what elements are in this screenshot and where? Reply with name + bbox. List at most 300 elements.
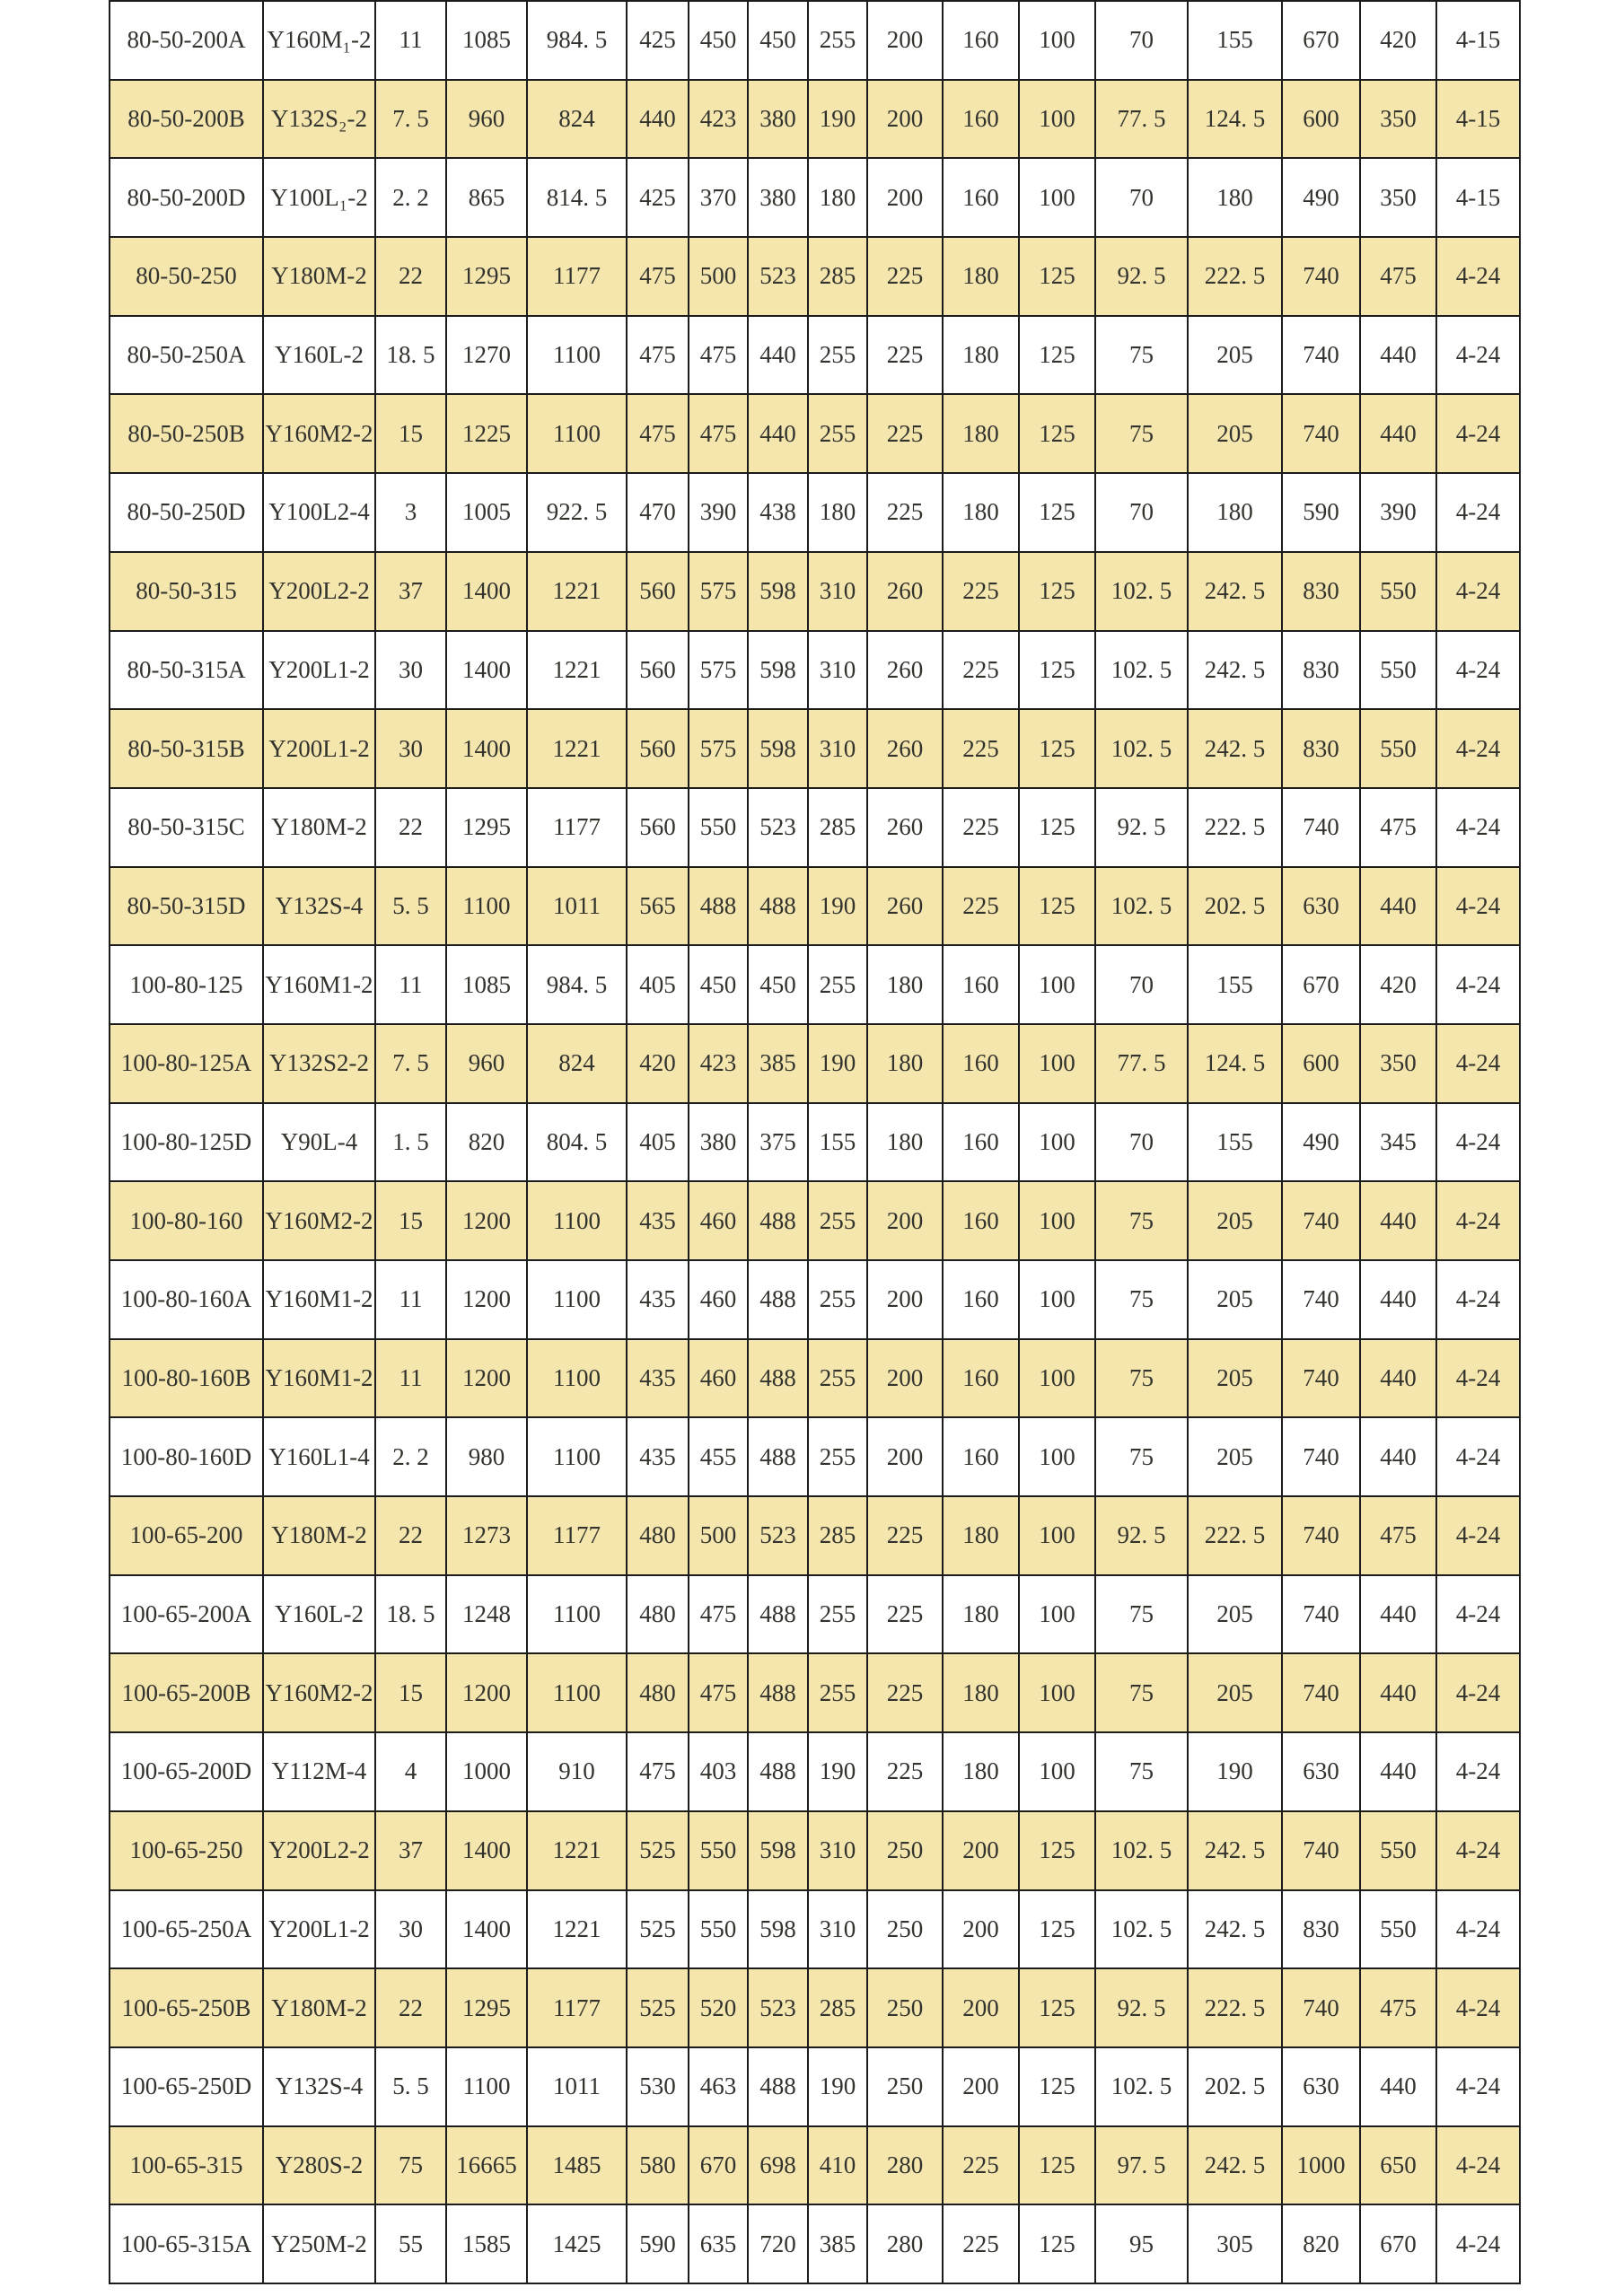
table-cell: 740 xyxy=(1282,1811,1360,1890)
table-cell: 100 xyxy=(1019,1260,1095,1339)
table-cell: 180 xyxy=(808,158,867,237)
table-cell: 1248 xyxy=(446,1575,527,1654)
table-cell: 740 xyxy=(1282,1575,1360,1654)
table-cell: 242. 5 xyxy=(1188,2126,1282,2205)
table-cell: 440 xyxy=(1360,1417,1436,1496)
table-cell: 598 xyxy=(748,631,808,710)
table-cell: Y200L2-2 xyxy=(263,552,375,631)
table-cell: 100 xyxy=(1019,1103,1095,1182)
table-cell: 1085 xyxy=(446,945,527,1024)
table-cell: 255 xyxy=(808,1260,867,1339)
table-cell: 100-65-315A xyxy=(110,2204,263,2283)
table-cell: 488 xyxy=(748,1575,808,1654)
table-cell: 488 xyxy=(748,1417,808,1496)
table-cell: 255 xyxy=(808,1,867,80)
table-cell: 310 xyxy=(808,631,867,710)
table-cell: 1585 xyxy=(446,2204,527,2283)
table-cell: 2. 2 xyxy=(375,158,446,237)
table-cell: 225 xyxy=(867,1653,943,1732)
table-cell: 4-24 xyxy=(1436,1653,1520,1732)
table-cell: 280 xyxy=(867,2126,943,2205)
table-row xyxy=(110,867,1520,946)
table-cell: 523 xyxy=(748,1496,808,1575)
table-cell: 125 xyxy=(1019,631,1095,710)
table-cell: 530 xyxy=(627,2047,689,2126)
table-cell: 155 xyxy=(1188,1103,1282,1182)
table-cell: Y280S-2 xyxy=(263,2126,375,2205)
table-cell: 260 xyxy=(867,552,943,631)
table-cell: 475 xyxy=(1360,237,1436,316)
table-cell: 630 xyxy=(1282,867,1360,946)
table-cell: 200 xyxy=(867,1181,943,1260)
table-cell: 1100 xyxy=(527,1260,627,1339)
table-cell: 225 xyxy=(943,552,1019,631)
table-cell: 125 xyxy=(1019,394,1095,473)
table-cell: 225 xyxy=(943,788,1019,867)
table-cell: Y160M1-2 xyxy=(263,1339,375,1418)
table-cell: 70 xyxy=(1095,158,1188,237)
table-cell: 92. 5 xyxy=(1095,1496,1188,1575)
table-cell: 740 xyxy=(1282,1653,1360,1732)
table-cell: Y200L1-2 xyxy=(263,709,375,788)
table-cell: 160 xyxy=(943,1181,1019,1260)
table-cell: 475 xyxy=(627,394,689,473)
table-cell: 480 xyxy=(627,1653,689,1732)
table-cell: 100 xyxy=(1019,80,1095,159)
table-cell: 550 xyxy=(1360,552,1436,631)
table-cell: 100 xyxy=(1019,1732,1095,1811)
table-cell: Y180M-2 xyxy=(263,1496,375,1575)
table-cell: 1400 xyxy=(446,631,527,710)
table-cell: 4-24 xyxy=(1436,867,1520,946)
table-cell: 475 xyxy=(627,237,689,316)
table-cell: 635 xyxy=(689,2204,748,2283)
table-cell: 80-50-200B xyxy=(110,80,263,159)
table-cell: 440 xyxy=(1360,316,1436,395)
table-cell: 190 xyxy=(808,867,867,946)
table-row xyxy=(110,2047,1520,2126)
table-cell: 460 xyxy=(689,1260,748,1339)
table-cell: 255 xyxy=(808,1181,867,1260)
table-cell: 100 xyxy=(1019,1339,1095,1418)
table-cell: 100-80-125D xyxy=(110,1103,263,1182)
table-cell: 3 xyxy=(375,473,446,552)
table-cell: 124. 5 xyxy=(1188,80,1282,159)
table-cell: 435 xyxy=(627,1417,689,1496)
table-cell: 255 xyxy=(808,1653,867,1732)
table-cell: 100 xyxy=(1019,1,1095,80)
table-cell: 180 xyxy=(1188,473,1282,552)
table-cell: Y100L₁-2 xyxy=(263,158,375,237)
table-cell: 475 xyxy=(689,316,748,395)
table-cell: 102. 5 xyxy=(1095,1811,1188,1890)
table-cell: 102. 5 xyxy=(1095,867,1188,946)
table-cell: 100-65-250A xyxy=(110,1890,263,1969)
table-cell: 100 xyxy=(1019,158,1095,237)
table-cell: 490 xyxy=(1282,1103,1360,1182)
table-cell: 18. 5 xyxy=(375,1575,446,1654)
table-cell: 820 xyxy=(446,1103,527,1182)
table-cell: 600 xyxy=(1282,80,1360,159)
table-cell: 1425 xyxy=(527,2204,627,2283)
table-cell: 590 xyxy=(627,2204,689,2283)
table-cell: 70 xyxy=(1095,945,1188,1024)
table-cell: 205 xyxy=(1188,1653,1282,1732)
table-cell: 1295 xyxy=(446,788,527,867)
table-row xyxy=(110,1890,1520,1969)
table-cell: 225 xyxy=(867,394,943,473)
table-cell: 70 xyxy=(1095,473,1188,552)
table-cell: 670 xyxy=(1282,1,1360,80)
table-cell: 255 xyxy=(808,1575,867,1654)
table-cell: 488 xyxy=(748,867,808,946)
table-cell: 285 xyxy=(808,237,867,316)
table-row xyxy=(110,552,1520,631)
table-cell: 100-65-250B xyxy=(110,1968,263,2047)
table-cell: 1011 xyxy=(527,867,627,946)
table-cell: 5. 5 xyxy=(375,2047,446,2126)
table-cell: 180 xyxy=(867,1103,943,1182)
table-cell: 255 xyxy=(808,1339,867,1418)
table-cell: 460 xyxy=(689,1181,748,1260)
table-cell: 350 xyxy=(1360,80,1436,159)
table-cell: 80-50-315D xyxy=(110,867,263,946)
table-cell: 200 xyxy=(867,1260,943,1339)
table-cell: 100-80-125A xyxy=(110,1024,263,1103)
table-cell: 1200 xyxy=(446,1260,527,1339)
table-cell: 100-65-200B xyxy=(110,1653,263,1732)
table-cell: 420 xyxy=(1360,945,1436,1024)
table-cell: 405 xyxy=(627,1103,689,1182)
table-cell: 310 xyxy=(808,552,867,631)
table-cell: 180 xyxy=(943,1496,1019,1575)
table-row xyxy=(110,1024,1520,1103)
table-cell: 600 xyxy=(1282,1024,1360,1103)
table-cell: 100-80-160D xyxy=(110,1417,263,1496)
table-cell: 520 xyxy=(689,1968,748,2047)
table-cell: Y160L-2 xyxy=(263,316,375,395)
table-cell: 100-65-200A xyxy=(110,1575,263,1654)
table-cell: 125 xyxy=(1019,867,1095,946)
table-cell: 4 xyxy=(375,1732,446,1811)
table-cell: Y100L2-4 xyxy=(263,473,375,552)
table-cell: 425 xyxy=(627,158,689,237)
table-cell: 100 xyxy=(1019,1653,1095,1732)
table-cell: 100-65-200 xyxy=(110,1496,263,1575)
table-cell: 75 xyxy=(1095,1575,1188,1654)
table-cell: 1000 xyxy=(1282,2126,1360,2205)
pump-spec-table xyxy=(109,0,1521,2284)
table-cell: 560 xyxy=(627,788,689,867)
table-cell: 222. 5 xyxy=(1188,1968,1282,2047)
table-cell: 740 xyxy=(1282,1339,1360,1418)
table-cell: 910 xyxy=(527,1732,627,1811)
table-cell: 438 xyxy=(748,473,808,552)
table-cell: 100-80-160 xyxy=(110,1181,263,1260)
table-cell: Y200L1-2 xyxy=(263,631,375,710)
table-cell: 205 xyxy=(1188,316,1282,395)
table-cell: 463 xyxy=(689,2047,748,2126)
table-cell: Y160M1-2 xyxy=(263,1260,375,1339)
table-cell: 740 xyxy=(1282,394,1360,473)
table-cell: 125 xyxy=(1019,2047,1095,2126)
table-row xyxy=(110,2126,1520,2205)
table-cell: 77. 5 xyxy=(1095,80,1188,159)
table-cell: 1400 xyxy=(446,1811,527,1890)
table-cell: 205 xyxy=(1188,1339,1282,1418)
table-cell: 285 xyxy=(808,1496,867,1575)
table-cell: 670 xyxy=(1282,945,1360,1024)
table-row xyxy=(110,1968,1520,2047)
table-cell: 15 xyxy=(375,1181,446,1260)
table-cell: 242. 5 xyxy=(1188,709,1282,788)
table-cell: 740 xyxy=(1282,237,1360,316)
table-cell: 160 xyxy=(943,1417,1019,1496)
table-cell: 75 xyxy=(1095,1653,1188,1732)
table-cell: 590 xyxy=(1282,473,1360,552)
table-cell: 100 xyxy=(1019,1181,1095,1260)
table-cell: 560 xyxy=(627,631,689,710)
table-cell: 225 xyxy=(943,631,1019,710)
table-cell: 225 xyxy=(867,237,943,316)
table-cell: 922. 5 xyxy=(527,473,627,552)
table-cell: 190 xyxy=(808,80,867,159)
table-cell: 4-24 xyxy=(1436,945,1520,1024)
table-cell: 4-15 xyxy=(1436,80,1520,159)
table-cell: 225 xyxy=(867,1732,943,1811)
table-cell: 440 xyxy=(1360,1732,1436,1811)
table-cell: 1400 xyxy=(446,552,527,631)
table-cell: 202. 5 xyxy=(1188,2047,1282,2126)
table-cell: 984. 5 xyxy=(527,945,627,1024)
table-cell: 1177 xyxy=(527,237,627,316)
table-cell: 92. 5 xyxy=(1095,237,1188,316)
table-cell: 370 xyxy=(689,158,748,237)
table-cell: 488 xyxy=(748,1653,808,1732)
table-cell: 1100 xyxy=(527,316,627,395)
table-cell: 4-24 xyxy=(1436,473,1520,552)
table-cell: 160 xyxy=(943,1103,1019,1182)
table-cell: 4-24 xyxy=(1436,1339,1520,1418)
table-cell: 100-80-160B xyxy=(110,1339,263,1418)
table-cell: 125 xyxy=(1019,1968,1095,2047)
table-cell: 440 xyxy=(748,394,808,473)
table-cell: 440 xyxy=(1360,1575,1436,1654)
table-cell: 160 xyxy=(943,80,1019,159)
table-cell: 285 xyxy=(808,1968,867,2047)
table-cell: 30 xyxy=(375,709,446,788)
table-cell: 670 xyxy=(1360,2204,1436,2283)
table-cell: 80-50-315 xyxy=(110,552,263,631)
table-cell: 75 xyxy=(1095,1181,1188,1260)
table-cell: Y132S-4 xyxy=(263,2047,375,2126)
table-cell: 440 xyxy=(1360,1260,1436,1339)
table-row xyxy=(110,631,1520,710)
table-cell: 97. 5 xyxy=(1095,2126,1188,2205)
table-cell: 4-24 xyxy=(1436,1968,1520,2047)
table-cell: 180 xyxy=(943,316,1019,395)
table-cell: 125 xyxy=(1019,237,1095,316)
table-cell: 390 xyxy=(689,473,748,552)
table-cell: 160 xyxy=(943,945,1019,1024)
table-cell: 475 xyxy=(627,1732,689,1811)
table-cell: 960 xyxy=(446,1024,527,1103)
table-cell: 11 xyxy=(375,945,446,1024)
table-cell: 550 xyxy=(1360,631,1436,710)
table-cell: 100-80-125 xyxy=(110,945,263,1024)
table-cell: 420 xyxy=(1360,1,1436,80)
table-cell: Y132S₂-2 xyxy=(263,80,375,159)
table-cell: Y160L1-4 xyxy=(263,1417,375,1496)
table-cell: 100 xyxy=(1019,1496,1095,1575)
table-cell: 350 xyxy=(1360,1024,1436,1103)
table-cell: 11 xyxy=(375,1339,446,1418)
table-cell: 125 xyxy=(1019,1890,1095,1969)
table-cell: 310 xyxy=(808,1811,867,1890)
table-cell: 260 xyxy=(867,788,943,867)
table-cell: 480 xyxy=(627,1575,689,1654)
table-cell: 488 xyxy=(689,867,748,946)
table-cell: 650 xyxy=(1360,2126,1436,2205)
table-cell: 488 xyxy=(748,1260,808,1339)
table-cell: 385 xyxy=(808,2204,867,2283)
table-cell: 225 xyxy=(867,316,943,395)
table-cell: 630 xyxy=(1282,2047,1360,2126)
table-cell: 100 xyxy=(1019,945,1095,1024)
table-cell: Y160M2-2 xyxy=(263,394,375,473)
table-cell: 830 xyxy=(1282,631,1360,710)
table-cell: 598 xyxy=(748,552,808,631)
table-cell: 200 xyxy=(943,1890,1019,1969)
table-cell: 4-24 xyxy=(1436,2204,1520,2283)
table-cell: 550 xyxy=(1360,1811,1436,1890)
table-cell: 180 xyxy=(943,394,1019,473)
table-cell: 260 xyxy=(867,709,943,788)
table-row xyxy=(110,473,1520,552)
table-cell: 740 xyxy=(1282,788,1360,867)
table-cell: 92. 5 xyxy=(1095,788,1188,867)
table-cell: Y180M-2 xyxy=(263,788,375,867)
table-cell: 1400 xyxy=(446,1890,527,1969)
table-cell: 575 xyxy=(689,631,748,710)
table-cell: 420 xyxy=(627,1024,689,1103)
table-cell: 480 xyxy=(627,1496,689,1575)
table-cell: 75 xyxy=(1095,1260,1188,1339)
table-cell: 37 xyxy=(375,552,446,631)
table-cell: 155 xyxy=(1188,945,1282,1024)
table-row xyxy=(110,2204,1520,2283)
table-row xyxy=(110,1260,1520,1339)
table-row xyxy=(110,945,1520,1024)
table-row xyxy=(110,709,1520,788)
table-cell: 814. 5 xyxy=(527,158,627,237)
table-cell: 1221 xyxy=(527,1890,627,1969)
table-cell: 1221 xyxy=(527,1811,627,1890)
table-cell: 15 xyxy=(375,1653,446,1732)
table-cell: 630 xyxy=(1282,1732,1360,1811)
table-cell: 450 xyxy=(748,945,808,1024)
table-cell: 350 xyxy=(1360,158,1436,237)
table-cell: 1200 xyxy=(446,1181,527,1260)
table-cell: 200 xyxy=(943,2047,1019,2126)
table-cell: 575 xyxy=(689,552,748,631)
table-cell: 4-24 xyxy=(1436,316,1520,395)
table-cell: 440 xyxy=(1360,1339,1436,1418)
table-cell: 1100 xyxy=(527,1417,627,1496)
pump-spec-table-container xyxy=(109,0,1521,2284)
table-cell: 125 xyxy=(1019,709,1095,788)
table-cell: 390 xyxy=(1360,473,1436,552)
table-cell: 440 xyxy=(627,80,689,159)
table-cell: 80-50-250D xyxy=(110,473,263,552)
table-cell: Y160M2-2 xyxy=(263,1181,375,1260)
table-cell: Y180M-2 xyxy=(263,1968,375,2047)
table-row xyxy=(110,1811,1520,1890)
table-cell: 180 xyxy=(943,1732,1019,1811)
table-cell: 22 xyxy=(375,1496,446,1575)
table-cell: 180 xyxy=(943,237,1019,316)
table-cell: 4-24 xyxy=(1436,788,1520,867)
table-cell: 255 xyxy=(808,945,867,1024)
table-cell: 4-24 xyxy=(1436,1181,1520,1260)
table-cell: 125 xyxy=(1019,2204,1095,2283)
table-cell: 200 xyxy=(867,1,943,80)
table-cell: Y112M-4 xyxy=(263,1732,375,1811)
table-cell: 305 xyxy=(1188,2204,1282,2283)
table-cell: 222. 5 xyxy=(1188,1496,1282,1575)
table-cell: 80-50-250 xyxy=(110,237,263,316)
table-cell: 205 xyxy=(1188,1260,1282,1339)
table-cell: Y132S2-2 xyxy=(263,1024,375,1103)
table-cell: 455 xyxy=(689,1417,748,1496)
table-cell: 740 xyxy=(1282,1181,1360,1260)
table-cell: 155 xyxy=(808,1103,867,1182)
table-cell: 440 xyxy=(748,316,808,395)
table-cell: 4-24 xyxy=(1436,631,1520,710)
table-cell: 435 xyxy=(627,1181,689,1260)
table-cell: 1221 xyxy=(527,709,627,788)
table-cell: 475 xyxy=(1360,1496,1436,1575)
table-cell: 55 xyxy=(375,2204,446,2283)
table-cell: 740 xyxy=(1282,1417,1360,1496)
table-cell: 80-50-315C xyxy=(110,788,263,867)
table-cell: 550 xyxy=(689,788,748,867)
table-cell: 225 xyxy=(943,2126,1019,2205)
table-cell: 1295 xyxy=(446,237,527,316)
table-cell: 200 xyxy=(943,1968,1019,2047)
table-cell: 385 xyxy=(748,1024,808,1103)
table-cell: 125 xyxy=(1019,788,1095,867)
table-cell: 125 xyxy=(1019,316,1095,395)
table-cell: 550 xyxy=(689,1811,748,1890)
table-row xyxy=(110,237,1520,316)
table-cell: 670 xyxy=(689,2126,748,2205)
table-cell: 160 xyxy=(943,158,1019,237)
table-cell: 1100 xyxy=(446,867,527,946)
table-cell: 804. 5 xyxy=(527,1103,627,1182)
table-cell: 100 xyxy=(1019,1575,1095,1654)
table-cell: 200 xyxy=(867,1417,943,1496)
table-cell: 1177 xyxy=(527,1968,627,2047)
table-cell: 190 xyxy=(808,1732,867,1811)
table-cell: 4-24 xyxy=(1436,394,1520,473)
table-cell: 4-24 xyxy=(1436,1417,1520,1496)
table-cell: 160 xyxy=(943,1,1019,80)
table-cell: 80-50-315A xyxy=(110,631,263,710)
table-cell: 310 xyxy=(808,1890,867,1969)
table-row xyxy=(110,1653,1520,1732)
table-cell: 865 xyxy=(446,158,527,237)
